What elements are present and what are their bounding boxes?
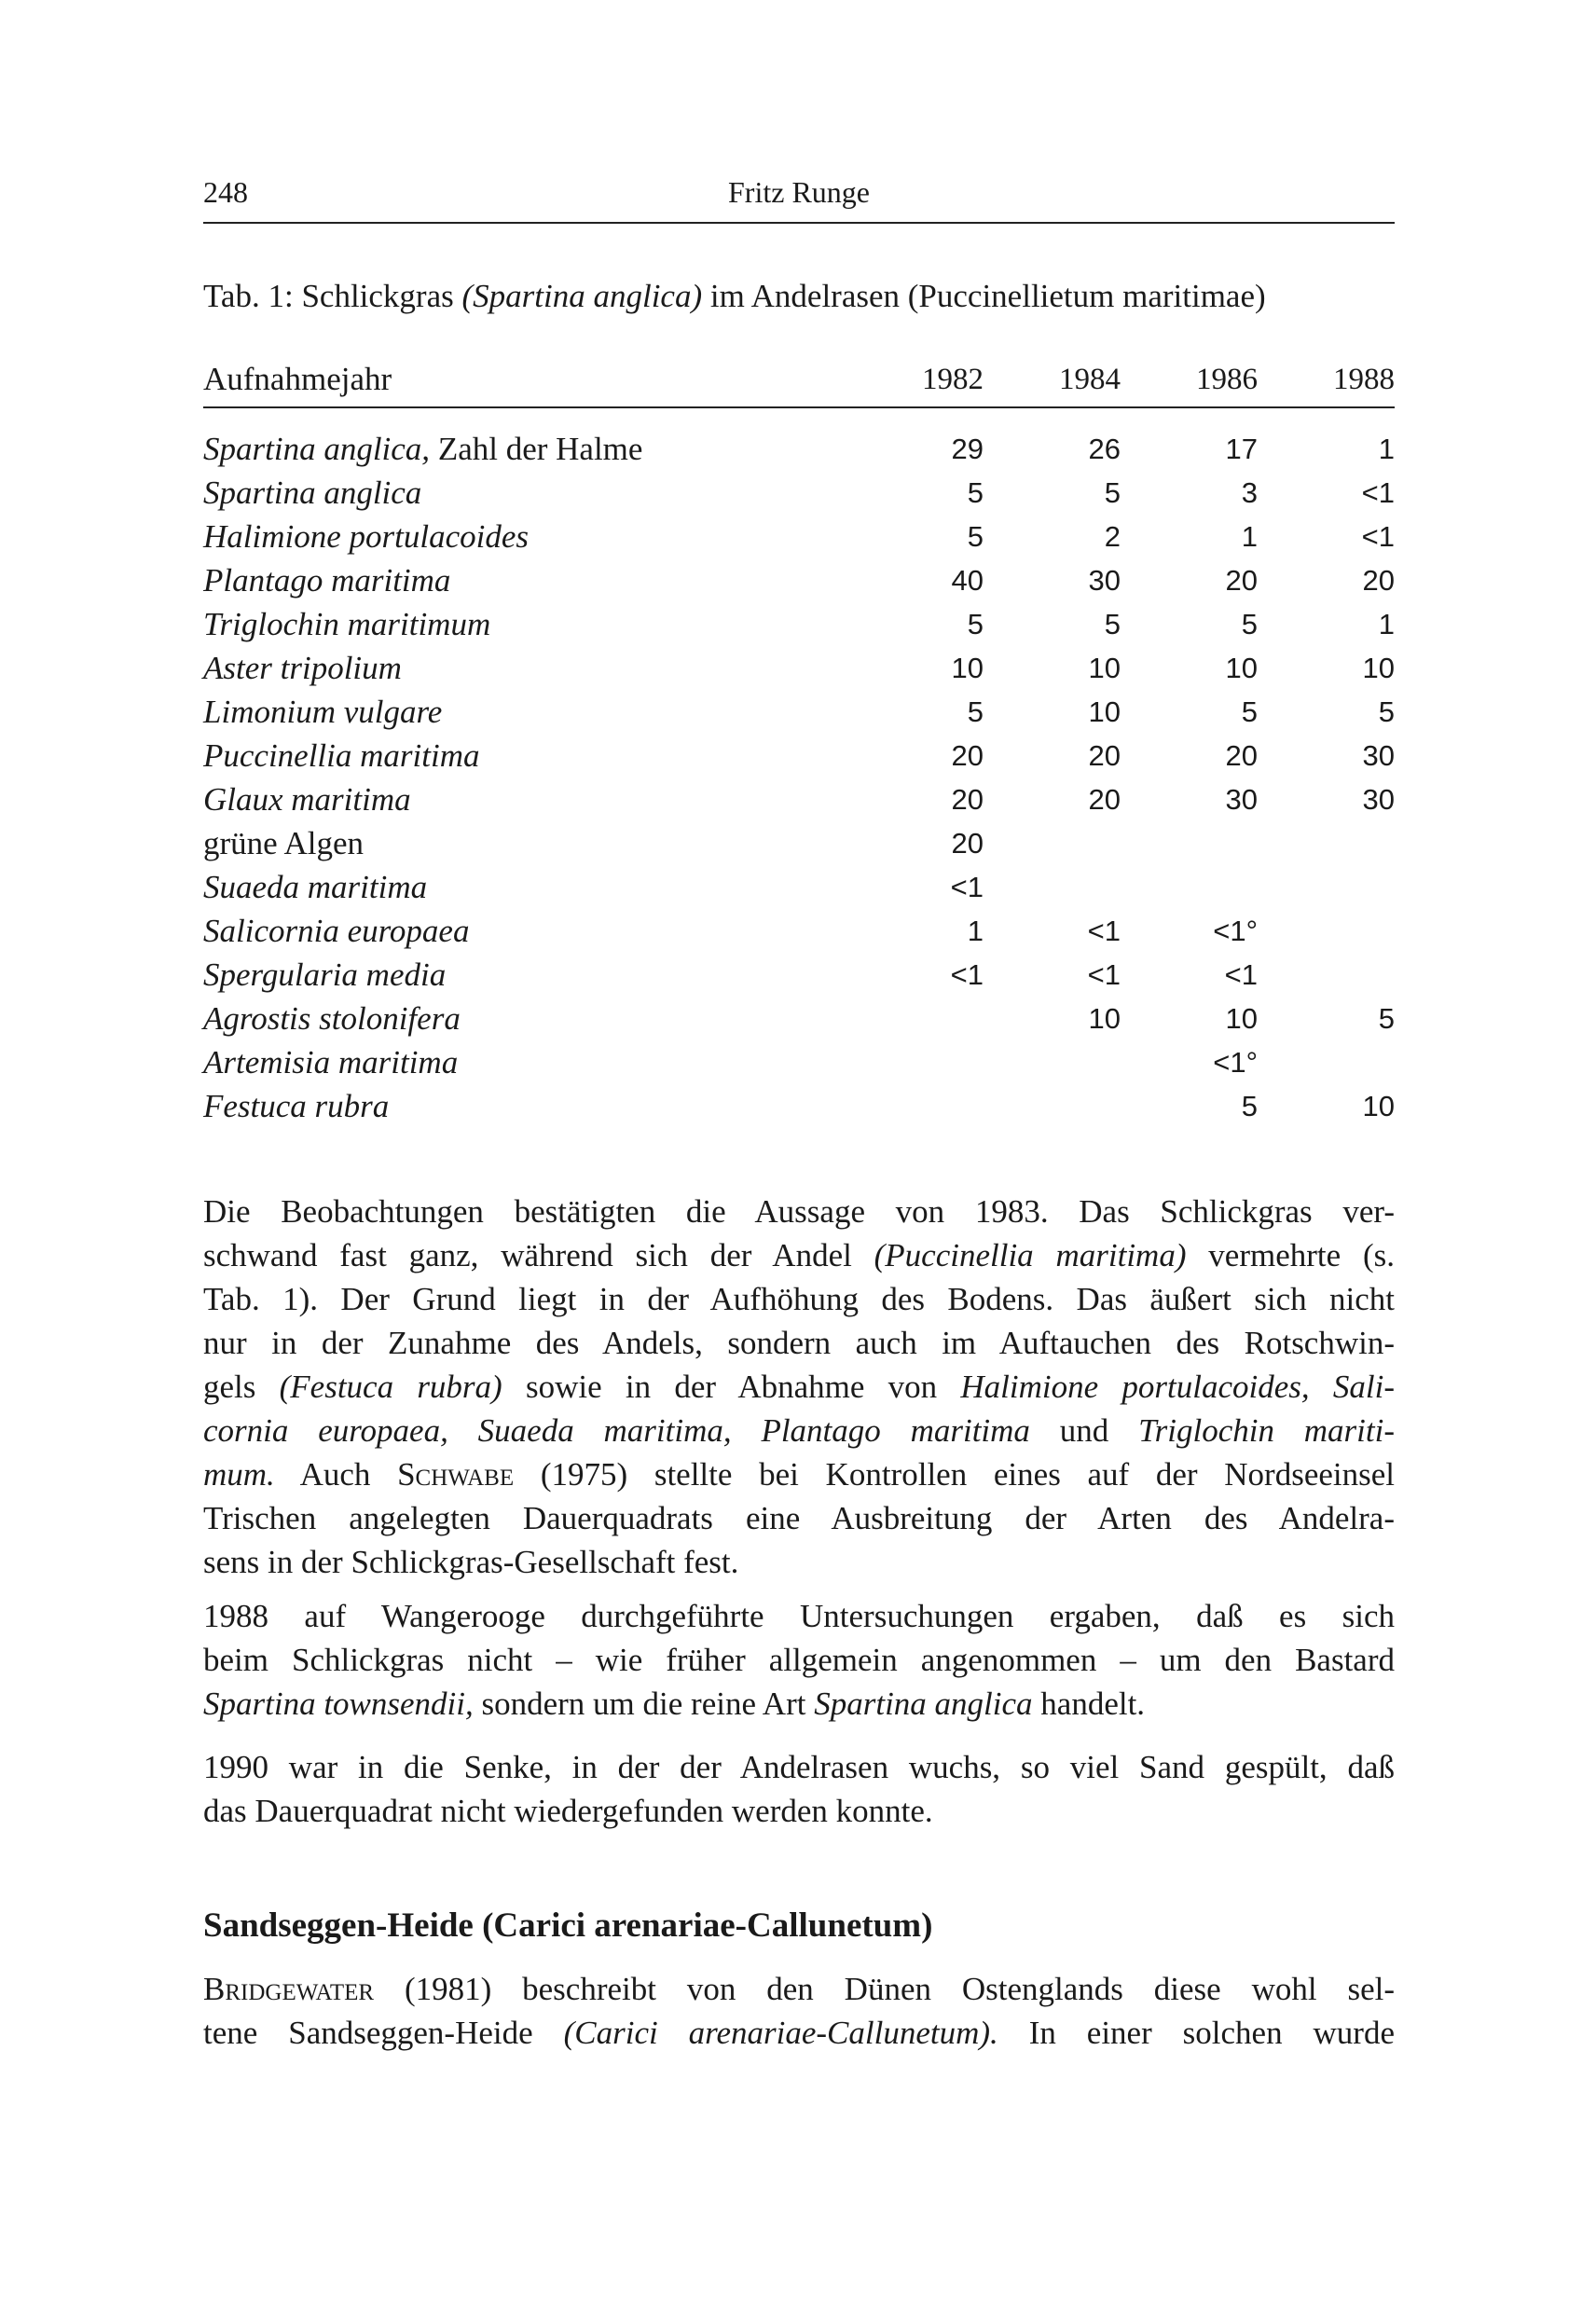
species-name: Glaux maritima <box>203 780 411 818</box>
text-line: Spartina townsendii, sondern um die reine Art Spartina anglica handelt. <box>203 1686 1146 1722</box>
table-row <box>203 1084 1395 1128</box>
table-row <box>203 427 1395 471</box>
cover-value <box>1258 865 1395 909</box>
species-name: Limonium vulgare <box>203 693 443 730</box>
cover-value <box>1258 909 1395 953</box>
cover-value: 10 <box>1088 651 1121 684</box>
text-line: 1990 war in die Senke, in der der Andelrasen wuchs, so viel Sand gespült, daß <box>203 1749 1395 1785</box>
cover-value: <1° <box>1213 914 1258 947</box>
cover-value: 5 <box>967 475 984 509</box>
table-row <box>203 909 1395 953</box>
species-name: Festuca rubra <box>203 1087 390 1124</box>
table-row <box>203 690 1395 734</box>
species-name: Spartina anglica, Zahl der Halme <box>203 430 643 467</box>
cover-value: 20 <box>1225 563 1258 597</box>
caption-suffix: im Andelrasen (Puccinellietum maritimae) <box>702 278 1266 314</box>
cover-value: 5 <box>967 607 984 640</box>
text-line: das Dauerquadrat nicht wiedergefunden werden konnte. <box>203 1793 933 1829</box>
cover-value: 3 <box>1241 475 1258 509</box>
cover-value: 5 <box>1104 475 1121 509</box>
cover-value: <1 <box>1224 957 1258 991</box>
cover-value: <1 <box>1087 957 1121 991</box>
page-number: 248 <box>203 175 248 209</box>
cover-value: 10 <box>1362 651 1395 684</box>
cover-value: 20 <box>951 826 984 860</box>
author-name: Schwabe <box>397 1456 515 1493</box>
species-name: Spergularia media <box>203 956 447 993</box>
table-row <box>203 734 1395 778</box>
table-header-label: Aufnahmejahr <box>203 361 392 397</box>
species-name: Halimione portulacoides <box>203 517 529 555</box>
species-name: Spartina anglica <box>203 474 422 511</box>
text-line: Trischen angelegten Dauerquadrats eine Ausbreitung der Arten des Andelra- <box>203 1500 1395 1536</box>
cover-value: 5 <box>1241 607 1258 640</box>
cover-value: 5 <box>1378 1001 1395 1035</box>
caption-species: (Spartina anglica) <box>461 278 703 314</box>
author-name: Bridgewater <box>203 1971 375 2007</box>
cover-value: 10 <box>1088 1001 1121 1035</box>
cover-value <box>1121 865 1258 909</box>
text-line: cornia europaea, Suaeda maritima, Plantago maritima und Triglochin mariti- <box>203 1412 1396 1449</box>
table-row <box>203 997 1395 1040</box>
text-line: schwand fast ganz, während sich der Andel (Puccinellia maritima) vermehrte (s. <box>203 1237 1395 1273</box>
cover-value: 17 <box>1225 432 1258 465</box>
table-row <box>203 778 1395 821</box>
text-line: Bridgewater (1981) beschreibt von den Dünen Ostenglands diese wohl sel- <box>203 1971 1395 2007</box>
cover-value: <1 <box>1361 475 1395 509</box>
table-header-rule <box>203 406 1395 408</box>
table-row <box>203 953 1395 997</box>
cover-value: 30 <box>1362 782 1395 816</box>
year-header: 1988 <box>1333 362 1395 396</box>
text-line: tene Sandseggen-Heide (Carici arenariae-Callunetum). In einer solchen wurde <box>203 2015 1395 2051</box>
cover-value: 40 <box>951 563 984 597</box>
cover-value <box>846 1040 984 1084</box>
species-name: Triglochin maritimum <box>203 605 491 642</box>
year-header: 1986 <box>1196 362 1258 396</box>
cover-value: 5 <box>967 695 984 728</box>
table-row <box>203 471 1395 515</box>
cover-value: 5 <box>967 519 984 553</box>
text-line: mum. Auch Schwabe (1975) stellte bei Kontrollen eines auf der Nordseeinsel <box>203 1456 1395 1493</box>
section-heading: Sandseggen-Heide (Carici arenariae-Callunetum) <box>203 1906 933 1945</box>
cover-value: 5 <box>1241 1089 1258 1122</box>
table-caption <box>203 278 1406 315</box>
text-line: beim Schlickgras nicht – wie früher allgemein angenommen – um den Bastard <box>203 1642 1395 1678</box>
running-header-author: Fritz Runge <box>728 175 870 209</box>
cover-value: 10 <box>1362 1089 1395 1122</box>
table-row <box>203 558 1395 602</box>
cover-value <box>984 1084 1121 1128</box>
species-name: Aster tripolium <box>203 649 402 686</box>
table-header-row <box>203 356 1395 403</box>
year-header: 1984 <box>1059 362 1121 396</box>
cover-value: <1 <box>950 870 984 903</box>
cover-value: 10 <box>951 651 984 684</box>
paragraph-wangerooge <box>203 1594 1395 1726</box>
cover-value <box>984 865 1121 909</box>
cover-value: 20 <box>1088 782 1121 816</box>
cover-value: 5 <box>1104 607 1121 640</box>
cover-value: 29 <box>951 432 984 465</box>
caption-prefix: Tab. 1: Schlickgras <box>203 278 462 314</box>
text-line: 1988 auf Wangerooge durchgeführte Untersuchungen ergaben, daß es sich <box>203 1598 1395 1634</box>
table-row <box>203 865 1395 909</box>
cover-value: <1 <box>1361 519 1395 553</box>
cover-value: 2 <box>1104 519 1121 553</box>
cover-value: 1 <box>967 914 984 947</box>
cover-value <box>846 997 984 1040</box>
cover-value <box>846 1084 984 1128</box>
species-name: Puccinellia maritima <box>203 736 480 774</box>
table-row <box>203 1040 1395 1084</box>
table-row <box>203 602 1395 646</box>
cover-value: 1 <box>1378 607 1395 640</box>
cover-value: 26 <box>1088 432 1121 465</box>
species-name: Agrostis stolonifera <box>203 999 461 1037</box>
table-row <box>203 821 1395 865</box>
cover-value <box>1121 821 1258 865</box>
cover-value: 30 <box>1362 738 1395 772</box>
species-name: Suaeda maritima <box>203 868 428 905</box>
cover-value: <1 <box>950 957 984 991</box>
cover-value: 30 <box>1225 782 1258 816</box>
cover-value: 20 <box>951 738 984 772</box>
cover-value: 5 <box>1378 695 1395 728</box>
cover-value: 1 <box>1378 432 1395 465</box>
text-line: gels (Festuca rubra) sowie in der Abnahme von Halimione portulacoides, Sali- <box>203 1369 1395 1405</box>
header-rule <box>203 222 1395 224</box>
text-line: Die Beobachtungen bestätigten die Aussage von 1983. Das Schlickgras ver- <box>203 1193 1395 1230</box>
text-line: Tab. 1). Der Grund liegt in der Aufhöhung des Bodens. Das äußert sich nicht <box>203 1281 1395 1317</box>
paragraph-bridgewater <box>203 1967 1395 2055</box>
paragraph-observations <box>203 1190 1395 1584</box>
species-name: Salicornia europaea <box>203 912 470 949</box>
cover-value: 5 <box>1241 695 1258 728</box>
species-table <box>203 356 1395 1128</box>
text-line: nur in der Zunahme des Andels, sondern auch im Auftauchen des Rotschwin- <box>203 1325 1395 1361</box>
species-name: Plantago maritima <box>203 561 451 599</box>
cover-value: 20 <box>1362 563 1395 597</box>
cover-value: 30 <box>1088 563 1121 597</box>
species-name: Artemisia maritima <box>203 1043 459 1080</box>
paragraph-1990 <box>203 1745 1395 1833</box>
cover-value: 20 <box>1088 738 1121 772</box>
cover-value: 10 <box>1088 695 1121 728</box>
cover-value: 10 <box>1225 651 1258 684</box>
cover-value: 20 <box>951 782 984 816</box>
table-row <box>203 646 1395 690</box>
cover-value: <1 <box>1087 914 1121 947</box>
cover-value <box>1258 821 1395 865</box>
text-line: sens in der Schlickgras-Gesellschaft fest. <box>203 1544 739 1580</box>
cover-value <box>1258 953 1395 997</box>
cover-value <box>984 1040 1121 1084</box>
year-header: 1982 <box>922 362 984 396</box>
cover-value <box>1258 1040 1395 1084</box>
cover-value <box>984 821 1121 865</box>
cover-value: <1° <box>1213 1045 1258 1079</box>
species-name: grüne Algen <box>203 824 365 861</box>
cover-value: 1 <box>1241 519 1258 553</box>
cover-value: 20 <box>1225 738 1258 772</box>
cover-value: 10 <box>1225 1001 1258 1035</box>
table-row <box>203 515 1395 558</box>
